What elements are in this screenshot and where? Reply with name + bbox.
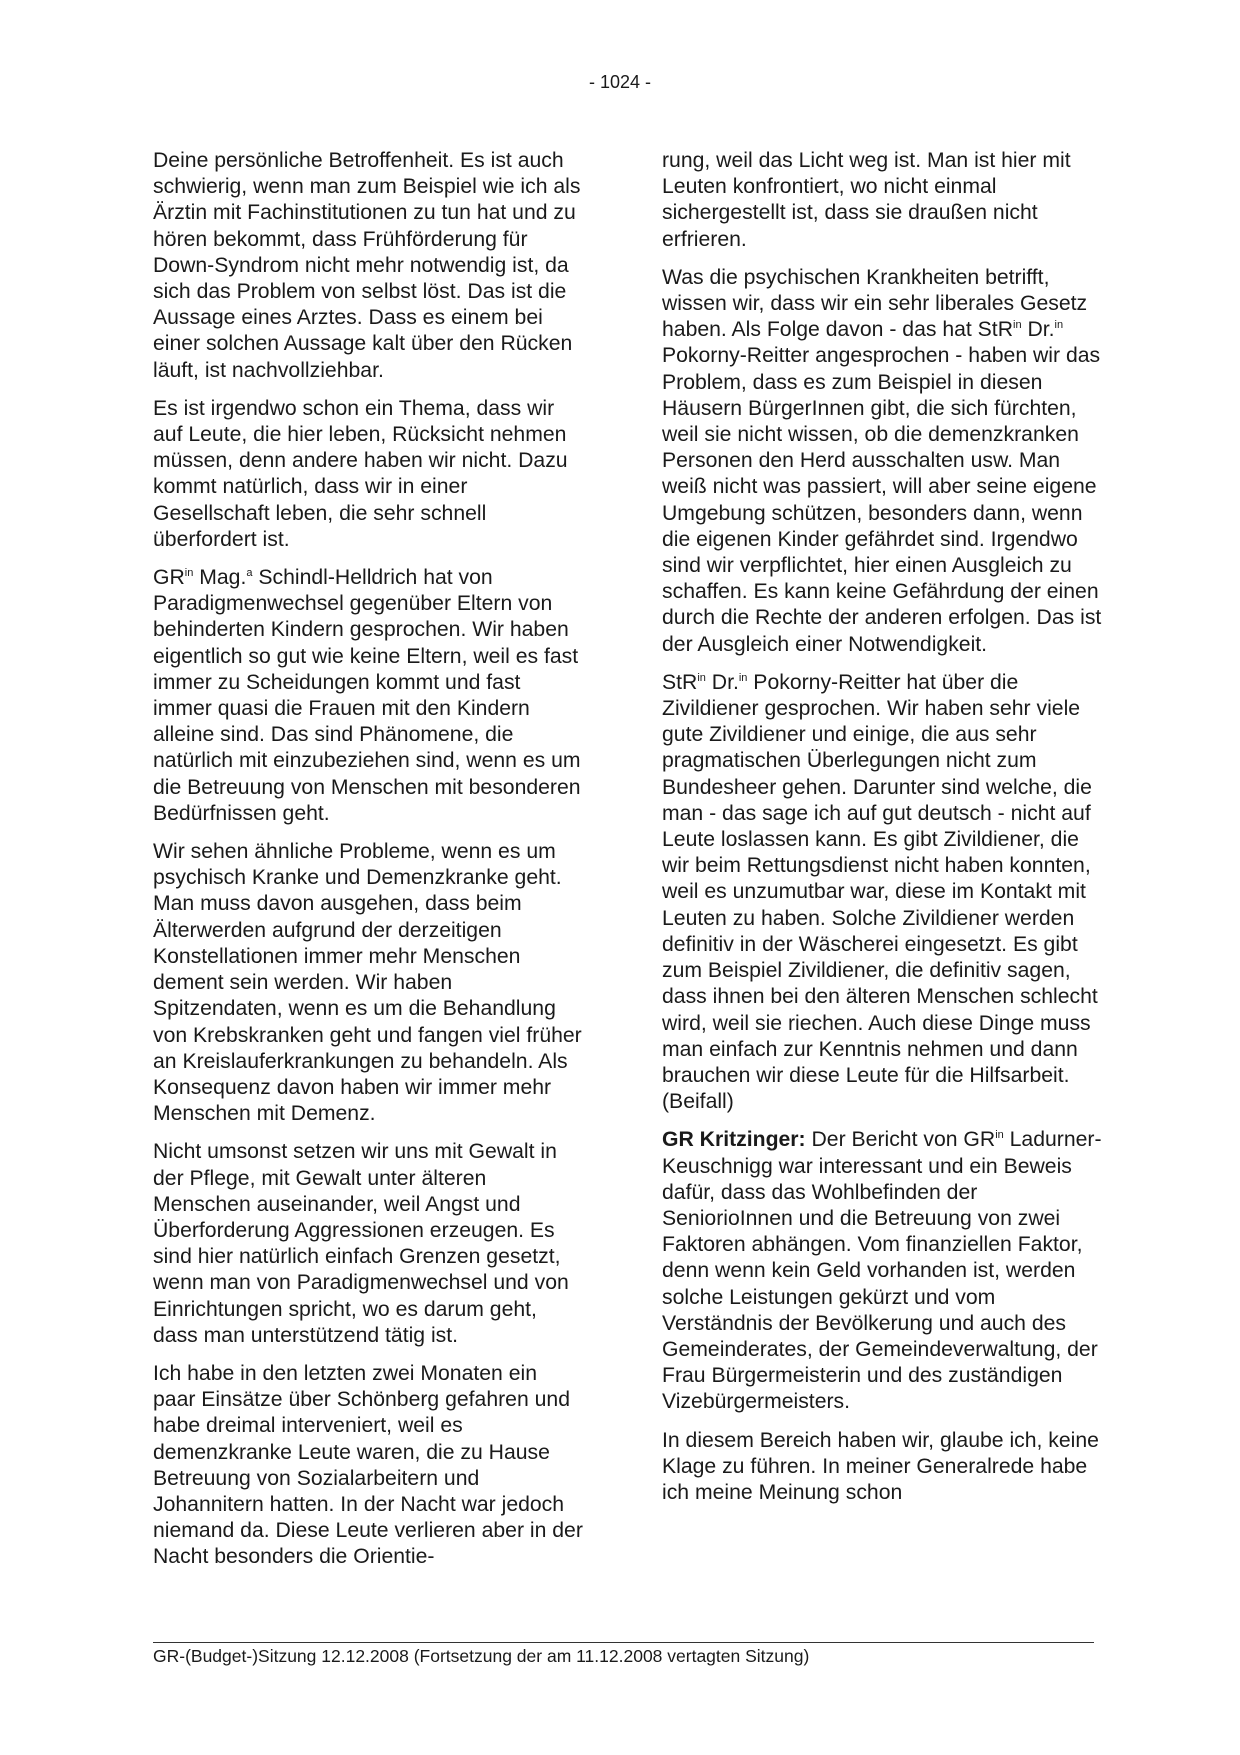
text-run: GR (153, 566, 185, 590)
paragraph: Wir sehen ähnliche Probleme, wenn es um psychisch Kranke und Demenzkranke geht. Man muss davon ausgehen, dass beim Älterwerden aufgrund der derzeitigen Konstellationen immer mehr Menschen dement sein werden. Wir haben Spitzendaten, wenn es um die Behandlung von Krebskranken geht und fangen viel früher an Kreislauferkrankungen zu behandeln. Als Konsequenz davon haben wir immer mehr Menschen mit Demenz. (153, 840, 582, 1126)
text-run: Was die psychischen Krankheiten betrifft, wissen wir, dass wir ein sehr liberales Gesetz haben. Als Folge davon - das hat StR (662, 265, 1088, 342)
text-run: Dr. (705, 670, 739, 694)
superscript: in (697, 671, 706, 684)
left-column (153, 148, 585, 1583)
paragraph (153, 565, 585, 827)
text-run: Pokorny-Reitter hat über die Zivildiener gesprochen. Wir haben sehr viele gute Zivildiener und einige, die aus sehr pragmatischen Überlegungen nicht zum Bundesheer gehen. Darunter sind welche, die man - das sage ich auf gut deutsch - nicht auf Leute loslassen kann. Es gibt Zivildiener, die wir beim Rettungsdienst nicht haben konnten, weil es unzumutbar war, diese im Kontakt mit Leuten zu haben. Solche Zivildiener werden definitiv in der Wäscherei eingesetzt. Es gibt zum Beispiel Zivildiener, die definitiv sagen, dass ihnen bei den älteren Menschen schlecht wird, weil sie riechen. Auch diese Dinge muss man einfach zur Kenntnis nehmen und dann brauchen wir diese Leute für die Hilfsarbeit. (Beifall) (662, 670, 1098, 1114)
paragraph: Es ist irgendwo schon ein Thema, dass wir auf Leute, die hier leben, Rücksicht nehmen müssen, denn andere haben wir nicht. Dazu kommt natürlich, dass wir in einer Gesellschaft leben, die sehr schnell überfordert ist. (153, 396, 568, 551)
page-number: - 1024 - (588, 72, 652, 92)
text-run: Der Bericht von GR (805, 1128, 996, 1152)
paragraph: Nicht umsonst setzen wir uns mit Gewalt in der Pflege, mit Gewalt unter älteren Menschen auseinander, weil Angst und Überforderung Aggressionen erzeugen. Es sind hier natürlich einfach Grenzen gesetzt, wenn man von Paradigmenwechsel und von Einrichtungen spricht, wo es darum geht, dass man unterstützend tätig ist. (153, 1140, 569, 1347)
page-footer: GR-(Budget-)Sitzung 12.12.2008 (Fortsetzung der am 11.12.2008 vertagten Sitzung) (153, 1646, 810, 1666)
superscript: in (1054, 319, 1064, 332)
paragraph: In diesem Bereich haben wir, glaube ich, keine Klage zu führen. In meiner Generalrede habe ich meine Meinung schon (662, 1428, 1099, 1504)
superscript: a (246, 567, 253, 580)
superscript: in (1013, 319, 1022, 332)
paragraph (662, 265, 1102, 658)
superscript: in (184, 567, 194, 580)
text-run: Schindl-Helldrich hat von Paradigmenwechsel gegenüber Eltern von behinderten Kindern gesprochen. Wir haben eigentlich so gut wie keine Eltern, weil es fast immer zu Scheidungen kommt und fast immer quasi die Frauen mit den Kindern alleine sind. Das sind Phänomene, die natürlich mit einzubeziehen sind, wenn es um die Betreuung von Menschen mit besonderen Bedürfnissen geht. (153, 566, 581, 825)
superscript: in (738, 671, 748, 684)
paragraph (662, 670, 1102, 1115)
text-run: Dr. (1021, 318, 1055, 342)
text-run: Ladurner-Keuschnigg war interessant und ein Beweis dafür, dass das Wohlbefinden der SeniorioInnen und die Betreuung von zwei Faktoren abhängen. Vom finanziellen Faktor, denn wenn kein Geld vorhanden ist, werden solche Leistungen gekürzt und vom Verständnis der Bevölkerung und auch des Gemeinderates, der Gemeindeverwaltung, der Frau Bürgermeisterin und des zuständigen Vizebürgermeisters. (662, 1128, 1102, 1414)
text-run: StR (662, 670, 698, 694)
paragraph (662, 1127, 1102, 1415)
text-run: Pokorny-Reitter angesprochen - haben wir das Problem, dass es zum Beispiel in diesen Häusern BürgerInnen gibt, die sich fürchten, weil sie nicht wissen, ob die demenzkranken Personen den Herd ausschalten usw. Man weiß nicht was passiert, will aber seine eigene Umgebung schützen, besonders dann, wenn die eigenen Kinder gefährdet sind. Irgendwo sind wir verpflichtet, hier einen Ausgleich zu schaffen. Es kann keine Gefährdung der einen durch die Rechte der anderen erfolgen. Das ist der Ausgleich einer Notwendigkeit. (662, 344, 1102, 656)
paragraph: rung, weil das Licht weg ist. Man ist hier mit Leuten konfrontiert, wo nicht einmal sichergestellt ist, dass sie draußen nicht erfrieren. (662, 149, 1071, 251)
right-column (662, 148, 1102, 1518)
paragraph: Deine persönliche Betroffenheit. Es ist auch schwierig, wenn man zum Beispiel wie ich als Ärztin mit Fachinstitutionen zu tun hat und zu hören bekommt, dass Frühförderung für Down-Syndrom nicht mehr notwendig ist, da sich das Problem von selbst löst. Das ist die Aussage eines Arztes. Dass es einem bei einer solchen Aussage kalt über den Rücken läuft, ist nachvollziehbar. (153, 149, 581, 382)
superscript: in (995, 1129, 1004, 1142)
footer-divider (153, 1642, 1094, 1643)
speaker-name: GR Kritzinger: (662, 1128, 806, 1152)
paragraph: Ich habe in den letzten zwei Monaten ein paar Einsätze über Schönberg gefahren und habe dreimal interveniert, weil es demenzkranke Leute waren, die zu Hause Betreuung von Sozialarbeitern und Johannitern hatten. In der Nacht war jedoch niemand da. Diese Leute verlieren aber in der Nacht besonders die Orientie- (153, 1361, 583, 1569)
text-run: Mag. (193, 566, 247, 590)
